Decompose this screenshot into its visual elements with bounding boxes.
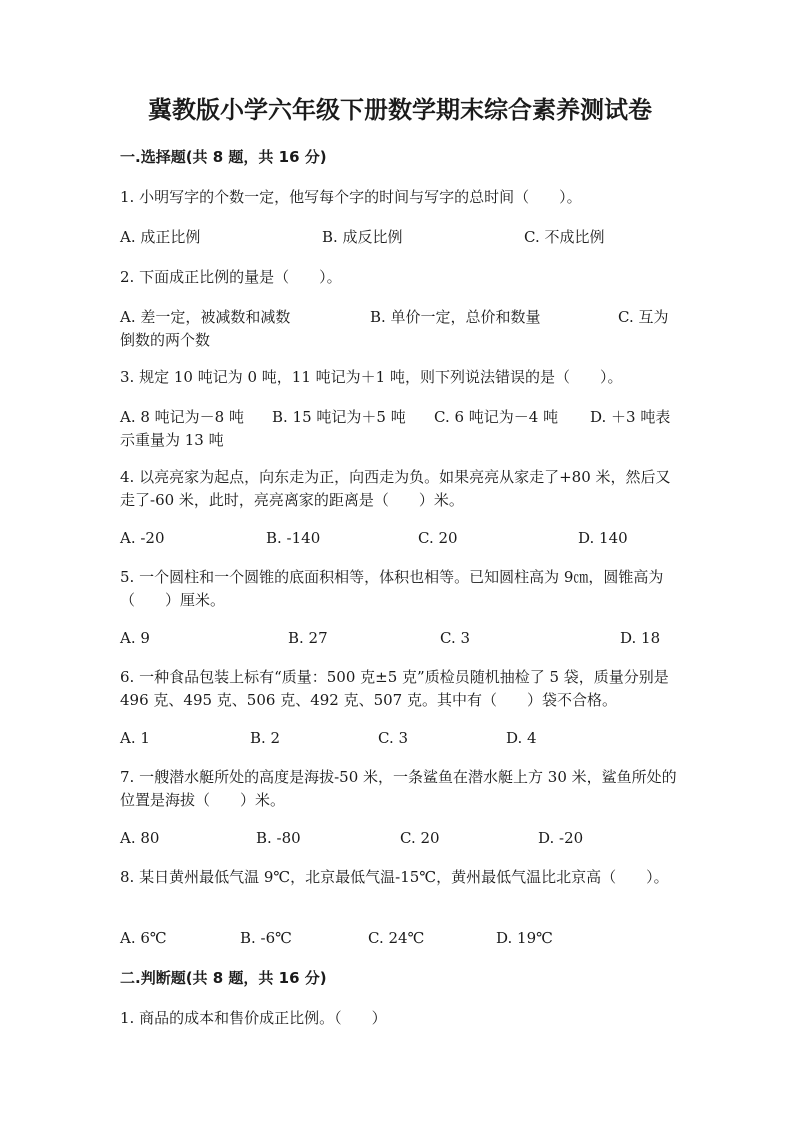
option-c: C. 3 (378, 729, 409, 747)
question-8: 8. 某日黄州最低气温 9℃，北京最低气温-15℃，黄州最低气温比北京高（ ）。 (120, 868, 669, 886)
option-d: D. 18 (620, 629, 661, 647)
question-6: 6. 一种食品包装上标有“质量：500 克±5 克”质检员随机抽检了 5 袋，质量分别是 496 克、495 克、506 克、492 克、507 克。其中有（ ）袋不合格。 (120, 668, 669, 709)
option-b: B. 27 (288, 629, 328, 647)
option-c: C. 互为倒数的两个数 (120, 308, 669, 349)
option-a: A. 差一定，被减数和减数 (120, 308, 291, 326)
option-d: D. 140 (578, 529, 628, 547)
question-2-options (120, 306, 680, 352)
option-b: B. -140 (266, 529, 321, 547)
question-3: 3. 规定 10 吨记为 0 吨，11 吨记为＋1 吨，则下列说法错误的是（ ）。 (120, 368, 623, 386)
option-a: A. -20 (120, 529, 165, 547)
option-c: C. 3 (440, 629, 471, 647)
option-b: B. -6℃ (240, 929, 292, 947)
question-4: 4. 以亮亮家为起点，向东走为正，向西走为负。如果亮亮从家走了+80 米，然后又走了-60 米，此时，亮亮离家的距离是（ ）米。 (120, 468, 671, 509)
option-d: D. 19℃ (496, 929, 553, 947)
option-b: B. 2 (250, 729, 281, 747)
option-c: C. 24℃ (368, 929, 425, 947)
option-a: A. 1 (120, 729, 150, 747)
option-b: B. -80 (256, 829, 301, 847)
option-b: B. 15 吨记为＋5 吨 (272, 408, 406, 426)
option-a: A. 8 吨记为－8 吨 (120, 408, 244, 426)
option-d: D. 4 (506, 729, 537, 747)
question-5: 5. 一个圆柱和一个圆锥的底面积相等，体积也相等。已知圆柱高为 9㎝，圆锥高为（ ）厘米。 (120, 568, 664, 609)
option-c: C. 6 吨记为－4 吨 (434, 408, 559, 426)
option-d: D. -20 (538, 829, 584, 847)
exam-title: 冀教版小学六年级下册数学期末综合素养测试卷 (148, 96, 652, 124)
question-7: 7. 一艘潜水艇所处的高度是海拔-50 米，一条鲨鱼在潜水艇上方 30 米，鲨鱼所处的位置是海拔（ ）米。 (120, 768, 677, 809)
option-b: B. 成反比例 (322, 228, 403, 246)
option-a: A. 9 (120, 629, 150, 647)
question-2: 2. 下面成正比例的量是（ ）。 (120, 268, 342, 286)
option-a: A. 6℃ (120, 929, 167, 947)
option-d: D. ＋3 吨表示重量为 13 吨 (120, 408, 671, 449)
judge-question-1: 1. 商品的成本和售价成正比例。（ ） (120, 1009, 387, 1027)
question-1: 1. 小明写字的个数一定，他写每个字的时间与写字的总时间（ ）。 (120, 188, 582, 206)
option-a: A. 成正比例 (120, 228, 201, 246)
section-heading-judge: 二.判断题(共 8 题，共 16 分) (120, 969, 327, 987)
option-a: A. 80 (120, 829, 160, 847)
section-heading-choice: 一.选择题(共 8 题，共 16 分) (120, 148, 327, 166)
option-c: C. 20 (400, 829, 440, 847)
option-c: C. 不成比例 (524, 228, 605, 246)
option-b: B. 单价一定，总价和数量 (370, 308, 541, 326)
option-c: C. 20 (418, 529, 458, 547)
question-3-options (120, 406, 680, 452)
